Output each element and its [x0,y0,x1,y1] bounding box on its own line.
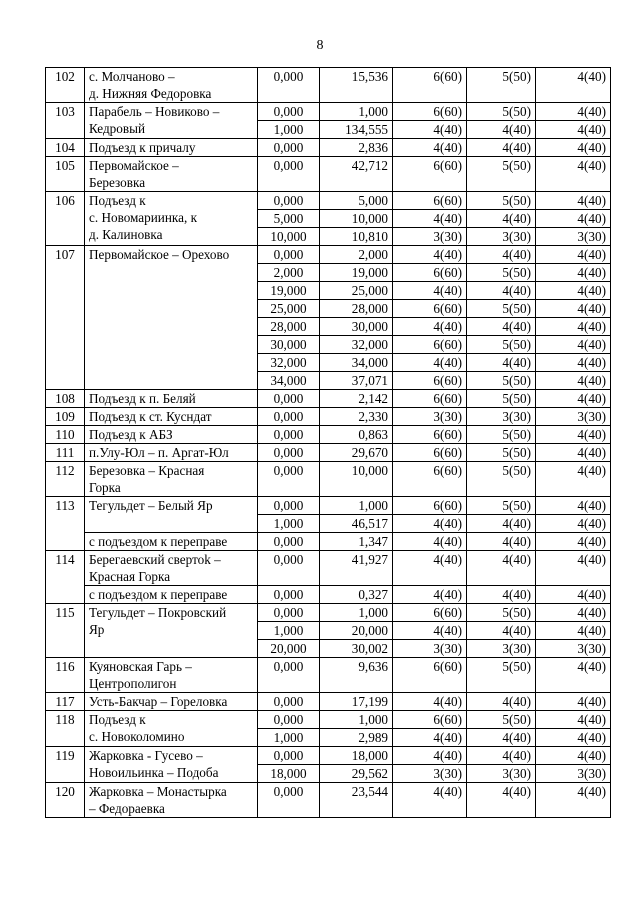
category-2: 5(50) [467,444,536,462]
category-2: 4(40) [467,121,536,139]
category-2: 5(50) [467,336,536,354]
category-1: 6(60) [393,426,467,444]
segment-start: 28,000 [258,318,320,336]
road-number: 120 [46,783,85,818]
category-1: 6(60) [393,444,467,462]
category-3: 3(30) [536,640,611,658]
category-3: 4(40) [536,444,611,462]
segment-end: 19,000 [320,264,393,282]
segment-start: 0,000 [258,711,320,729]
category-3: 4(40) [536,747,611,765]
category-2: 4(40) [467,533,536,551]
road-number: 106 [46,192,85,246]
category-3: 4(40) [536,729,611,747]
road-name: Подъезд к АБЗ [85,426,258,444]
category-2: 5(50) [467,157,536,192]
segment-end: 37,071 [320,372,393,390]
category-1: 4(40) [393,783,467,818]
table-row [46,408,611,426]
table-row [46,586,611,604]
segment-end: 34,000 [320,354,393,372]
category-3: 4(40) [536,192,611,210]
category-2: 5(50) [467,658,536,693]
segment-end: 1,000 [320,497,393,515]
road-number: 111 [46,444,85,462]
segment-end: 29,562 [320,765,393,783]
category-2: 5(50) [467,462,536,497]
segment-start: 19,000 [258,282,320,300]
segment-start: 0,000 [258,533,320,551]
segment-end: 30,000 [320,318,393,336]
segment-start: 1,000 [258,515,320,533]
segment-end: 0,327 [320,586,393,604]
category-2: 4(40) [467,693,536,711]
category-1: 3(30) [393,408,467,426]
segment-start: 1,000 [258,729,320,747]
segment-start: 0,000 [258,747,320,765]
segment-start: 20,000 [258,640,320,658]
category-3: 3(30) [536,765,611,783]
category-1: 4(40) [393,210,467,228]
table-row [46,658,611,693]
segment-end: 32,000 [320,336,393,354]
table-row [46,157,611,192]
category-1: 4(40) [393,139,467,157]
table-row [46,68,611,103]
road-name: Куяновская Гарь – Центрополигон [85,658,258,693]
segment-start: 2,000 [258,264,320,282]
category-2: 5(50) [467,390,536,408]
segment-end: 28,000 [320,300,393,318]
category-2: 4(40) [467,354,536,372]
category-3: 4(40) [536,210,611,228]
segment-end: 2,330 [320,408,393,426]
segment-start: 5,000 [258,210,320,228]
segment-end: 10,000 [320,210,393,228]
category-3: 4(40) [536,282,611,300]
category-1: 6(60) [393,68,467,103]
category-1: 6(60) [393,192,467,210]
category-1: 4(40) [393,318,467,336]
road-subsection-name: с подъездом к переправе [85,586,258,604]
segment-start: 25,000 [258,300,320,318]
segment-end: 134,555 [320,121,393,139]
segment-end: 10,810 [320,228,393,246]
road-name: Тегульдет – Покровский Яр [85,604,258,658]
segment-end: 5,000 [320,192,393,210]
segment-start: 0,000 [258,586,320,604]
table-row [46,747,611,765]
segment-start: 30,000 [258,336,320,354]
category-3: 4(40) [536,586,611,604]
road-speed-table [45,67,611,818]
road-number: 108 [46,390,85,408]
category-1: 6(60) [393,390,467,408]
road-name: Подъезд к причалу [85,139,258,157]
category-3: 4(40) [536,497,611,515]
road-name: Жарковка – Монастырка – Федораевка [85,783,258,818]
category-1: 6(60) [393,300,467,318]
segment-start: 0,000 [258,408,320,426]
road-name: Усть-Бакчар – Гореловка [85,693,258,711]
road-number: 116 [46,658,85,693]
road-name: Подъезд к ст. Кусндат [85,408,258,426]
category-3: 4(40) [536,264,611,282]
category-2: 3(30) [467,765,536,783]
segment-end: 25,000 [320,282,393,300]
segment-end: 10,000 [320,462,393,497]
category-1: 4(40) [393,693,467,711]
road-name: Подъезд к с. Новомариинка, к д. Калиновка [85,192,258,246]
category-2: 4(40) [467,783,536,818]
category-3: 4(40) [536,354,611,372]
road-number: 110 [46,426,85,444]
category-3: 3(30) [536,228,611,246]
road-name: Тегульдет – Белый Яр [85,497,258,533]
segment-end: 1,347 [320,533,393,551]
road-number: 103 [46,103,85,139]
category-2: 3(30) [467,408,536,426]
segment-start: 0,000 [258,192,320,210]
road-number: 105 [46,157,85,192]
segment-end: 2,989 [320,729,393,747]
category-3: 4(40) [536,103,611,121]
table-row [46,693,611,711]
category-1: 4(40) [393,533,467,551]
category-2: 3(30) [467,640,536,658]
segment-start: 18,000 [258,765,320,783]
category-3: 4(40) [536,426,611,444]
category-3: 4(40) [536,336,611,354]
road-number: 112 [46,462,85,497]
category-3: 4(40) [536,711,611,729]
table-row [46,139,611,157]
segment-end: 1,000 [320,604,393,622]
category-1: 4(40) [393,121,467,139]
table-row [46,604,611,622]
category-1: 6(60) [393,372,467,390]
category-1: 4(40) [393,747,467,765]
segment-end: 0,863 [320,426,393,444]
category-2: 3(30) [467,228,536,246]
table-row [46,426,611,444]
segment-start: 0,000 [258,462,320,497]
segment-start: 0,000 [258,157,320,192]
category-3: 4(40) [536,658,611,693]
segment-start: 0,000 [258,390,320,408]
segment-start: 0,000 [258,693,320,711]
road-number: 119 [46,747,85,783]
segment-end: 46,517 [320,515,393,533]
segment-start: 1,000 [258,121,320,139]
table-row [46,390,611,408]
segment-end: 2,142 [320,390,393,408]
category-3: 4(40) [536,157,611,192]
category-2: 4(40) [467,139,536,157]
category-1: 4(40) [393,515,467,533]
table-row [46,551,611,586]
category-2: 4(40) [467,246,536,264]
category-1: 3(30) [393,228,467,246]
category-3: 3(30) [536,408,611,426]
segment-start: 0,000 [258,604,320,622]
road-number: 113 [46,497,85,551]
road-name: с. Молчаново – д. Нижняя Федоровка [85,68,258,103]
segment-end: 1,000 [320,711,393,729]
category-2: 5(50) [467,68,536,103]
segment-end: 2,836 [320,139,393,157]
category-2: 5(50) [467,300,536,318]
category-2: 4(40) [467,210,536,228]
road-number: 117 [46,693,85,711]
category-2: 4(40) [467,551,536,586]
category-2: 5(50) [467,372,536,390]
segment-start: 10,000 [258,228,320,246]
road-number: 118 [46,711,85,747]
category-1: 6(60) [393,157,467,192]
category-2: 5(50) [467,192,536,210]
category-2: 5(50) [467,711,536,729]
category-1: 6(60) [393,462,467,497]
segment-start: 0,000 [258,246,320,264]
segment-end: 9,636 [320,658,393,693]
category-1: 4(40) [393,282,467,300]
category-3: 4(40) [536,121,611,139]
road-name: Берегаевский свертоk – Красная Горка [85,551,258,586]
category-3: 4(40) [536,604,611,622]
category-1: 6(60) [393,497,467,515]
segment-start: 34,000 [258,372,320,390]
table-row [46,711,611,729]
road-name: Подъезд к с. Новоколомино [85,711,258,747]
category-3: 4(40) [536,551,611,586]
road-number: 104 [46,139,85,157]
table-row [46,783,611,818]
category-2: 4(40) [467,586,536,604]
category-1: 4(40) [393,551,467,586]
road-name: Первомайское – Березовка [85,157,258,192]
category-2: 4(40) [467,747,536,765]
segment-start: 0,000 [258,103,320,121]
segment-start: 0,000 [258,426,320,444]
segment-end: 41,927 [320,551,393,586]
segment-start: 0,000 [258,68,320,103]
category-2: 5(50) [467,264,536,282]
segment-end: 42,712 [320,157,393,192]
category-3: 4(40) [536,515,611,533]
table-row [46,533,611,551]
road-name: Парабель – Новиково – Кедровый [85,103,258,139]
road-number: 114 [46,551,85,604]
segment-start: 0,000 [258,444,320,462]
category-3: 4(40) [536,783,611,818]
segment-start: 0,000 [258,551,320,586]
table-row [46,444,611,462]
road-number: 115 [46,604,85,658]
table-row [46,103,611,121]
segment-end: 23,544 [320,783,393,818]
category-3: 4(40) [536,300,611,318]
segment-end: 18,000 [320,747,393,765]
category-1: 6(60) [393,336,467,354]
table-row [46,497,611,515]
category-1: 3(30) [393,765,467,783]
road-name: Березовка – Красная Горка [85,462,258,497]
category-3: 4(40) [536,533,611,551]
category-2: 4(40) [467,729,536,747]
category-2: 5(50) [467,103,536,121]
segment-end: 20,000 [320,622,393,640]
road-name: Жарковка - Гусево – Новоильинка – Подоба [85,747,258,783]
road-name: п.Улу-Юл – п. Аргат-Юл [85,444,258,462]
segment-end: 30,002 [320,640,393,658]
category-3: 4(40) [536,139,611,157]
category-2: 4(40) [467,318,536,336]
category-2: 5(50) [467,497,536,515]
segment-start: 32,000 [258,354,320,372]
category-1: 4(40) [393,622,467,640]
segment-start: 0,000 [258,783,320,818]
category-3: 4(40) [536,462,611,497]
category-1: 6(60) [393,604,467,622]
category-1: 3(30) [393,640,467,658]
road-subsection-name: с подъездом к переправе [85,533,258,551]
table-row [46,246,611,264]
road-name: Первомайское – Орехово [85,246,258,390]
category-1: 4(40) [393,729,467,747]
road-number: 102 [46,68,85,103]
table-row [46,192,611,210]
category-2: 4(40) [467,282,536,300]
category-1: 4(40) [393,246,467,264]
category-3: 4(40) [536,693,611,711]
category-2: 5(50) [467,426,536,444]
road-number: 109 [46,408,85,426]
category-3: 4(40) [536,390,611,408]
category-3: 4(40) [536,246,611,264]
road-name: Подъезд к п. Беляй [85,390,258,408]
category-1: 6(60) [393,658,467,693]
category-2: 4(40) [467,515,536,533]
segment-start: 1,000 [258,622,320,640]
category-1: 6(60) [393,103,467,121]
category-3: 4(40) [536,372,611,390]
segment-end: 29,670 [320,444,393,462]
segment-start: 0,000 [258,139,320,157]
table-row [46,462,611,497]
category-3: 4(40) [536,318,611,336]
segment-start: 0,000 [258,658,320,693]
segment-end: 17,199 [320,693,393,711]
segment-start: 0,000 [258,497,320,515]
category-1: 4(40) [393,354,467,372]
category-3: 4(40) [536,622,611,640]
category-1: 4(40) [393,586,467,604]
road-number: 107 [46,246,85,390]
segment-end: 15,536 [320,68,393,103]
segment-end: 1,000 [320,103,393,121]
category-2: 4(40) [467,622,536,640]
category-1: 6(60) [393,711,467,729]
segment-end: 2,000 [320,246,393,264]
category-1: 6(60) [393,264,467,282]
category-2: 5(50) [467,604,536,622]
category-3: 4(40) [536,68,611,103]
page-number: 8 [316,38,324,53]
